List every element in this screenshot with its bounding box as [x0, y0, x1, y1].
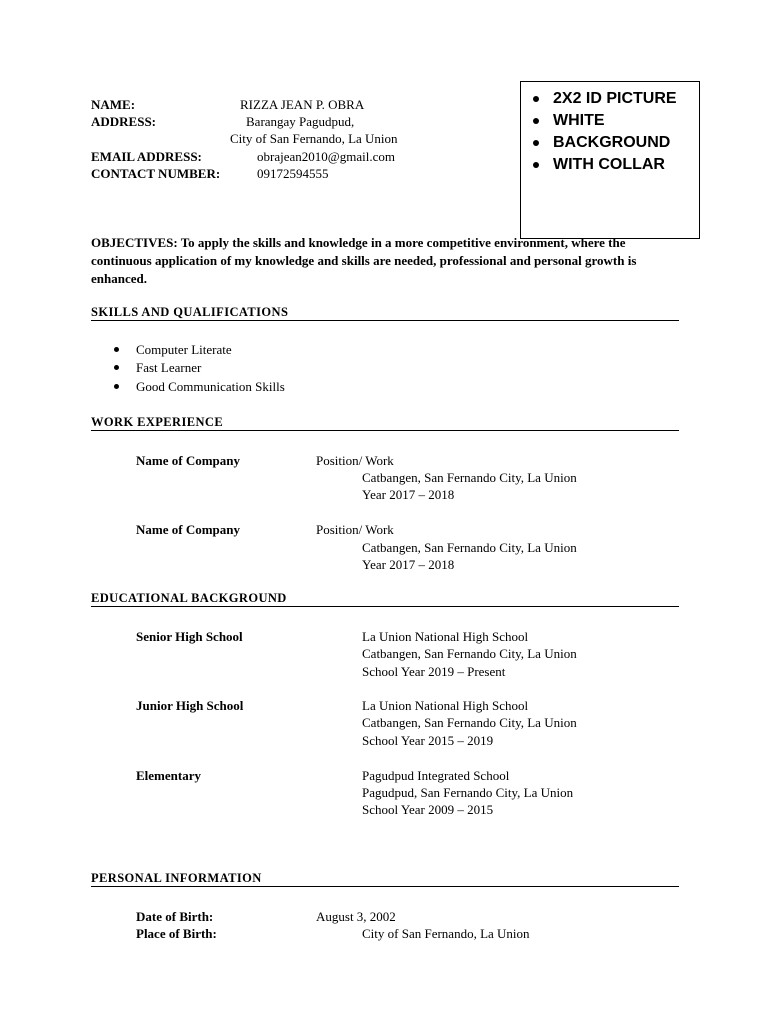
- work-position: Position/ Work: [316, 453, 394, 468]
- work-company: Name of Company: [136, 453, 240, 468]
- email-label: EMAIL ADDRESS:: [91, 149, 202, 164]
- list-item: Fast Learner: [114, 359, 285, 377]
- email-value: obrajean2010@gmail.com: [257, 149, 395, 164]
- skills-section-title: SKILLS AND QUALIFICATIONS: [91, 305, 289, 319]
- work-section-title: WORK EXPERIENCE: [91, 415, 224, 429]
- education-level: Junior High School: [136, 698, 244, 713]
- education-school: Pagudpud Integrated School: [362, 768, 510, 783]
- photo-instructions-list: [531, 88, 677, 176]
- name-label: NAME:: [91, 97, 136, 112]
- section-divider: [91, 886, 679, 887]
- contact-label: CONTACT NUMBER:: [91, 166, 221, 181]
- dob-value: August 3, 2002: [316, 909, 396, 924]
- education-school: La Union National High School: [362, 629, 529, 644]
- dob-label: Date of Birth:: [136, 909, 214, 924]
- list-item: Computer Literate: [114, 341, 285, 359]
- objectives-paragraph: OBJECTIVES: To apply the skills and knowledge in a more competitive environment, where the continuous application of my knowledge and skills are needed, professional and personal growth is enhanced.: [91, 235, 637, 286]
- skills-list: [114, 341, 285, 396]
- education-year: School Year 2009 – 2015: [362, 802, 494, 817]
- personal-section-title: PERSONAL INFORMATION: [91, 871, 262, 885]
- contact-value: 09172594555: [257, 166, 329, 181]
- photo-instruction-item: 2X2 ID PICTURE: [531, 88, 677, 110]
- section-divider: [91, 606, 679, 607]
- work-location: Catbangen, San Fernando City, La Union: [362, 540, 577, 555]
- work-location: Catbangen, San Fernando City, La Union: [362, 470, 577, 485]
- education-section-title: EDUCATIONAL BACKGROUND: [91, 591, 287, 605]
- education-level: Elementary: [136, 768, 201, 783]
- photo-instruction-item: BACKGROUND: [531, 132, 677, 154]
- pob-value: City of San Fernando, La Union: [362, 926, 530, 941]
- pob-label: Place of Birth:: [136, 926, 217, 941]
- list-item: Good Communication Skills: [114, 378, 285, 396]
- work-position: Position/ Work: [316, 522, 394, 537]
- education-school: La Union National High School: [362, 698, 529, 713]
- name-value: RIZZA JEAN P. OBRA: [240, 97, 365, 112]
- address-line-2: City of San Fernando, La Union: [230, 131, 398, 146]
- education-year: School Year 2019 – Present: [362, 664, 506, 679]
- photo-instruction-item: WHITE: [531, 110, 677, 132]
- address-line-1: Barangay Pagudpud,: [246, 114, 355, 129]
- section-divider: [91, 320, 679, 321]
- education-level: Senior High School: [136, 629, 243, 644]
- section-divider: [91, 430, 679, 431]
- work-company: Name of Company: [136, 522, 240, 537]
- work-year: Year 2017 – 2018: [362, 487, 455, 502]
- id-photo-placeholder: [520, 81, 700, 239]
- address-label: ADDRESS:: [91, 114, 157, 129]
- work-year: Year 2017 – 2018: [362, 557, 455, 572]
- photo-instruction-item: WITH COLLAR: [531, 154, 677, 176]
- education-location: Catbangen, San Fernando City, La Union: [362, 715, 577, 730]
- education-location: Pagudpud, San Fernando City, La Union: [362, 785, 574, 800]
- education-location: Catbangen, San Fernando City, La Union: [362, 646, 577, 661]
- education-year: School Year 2015 – 2019: [362, 733, 494, 748]
